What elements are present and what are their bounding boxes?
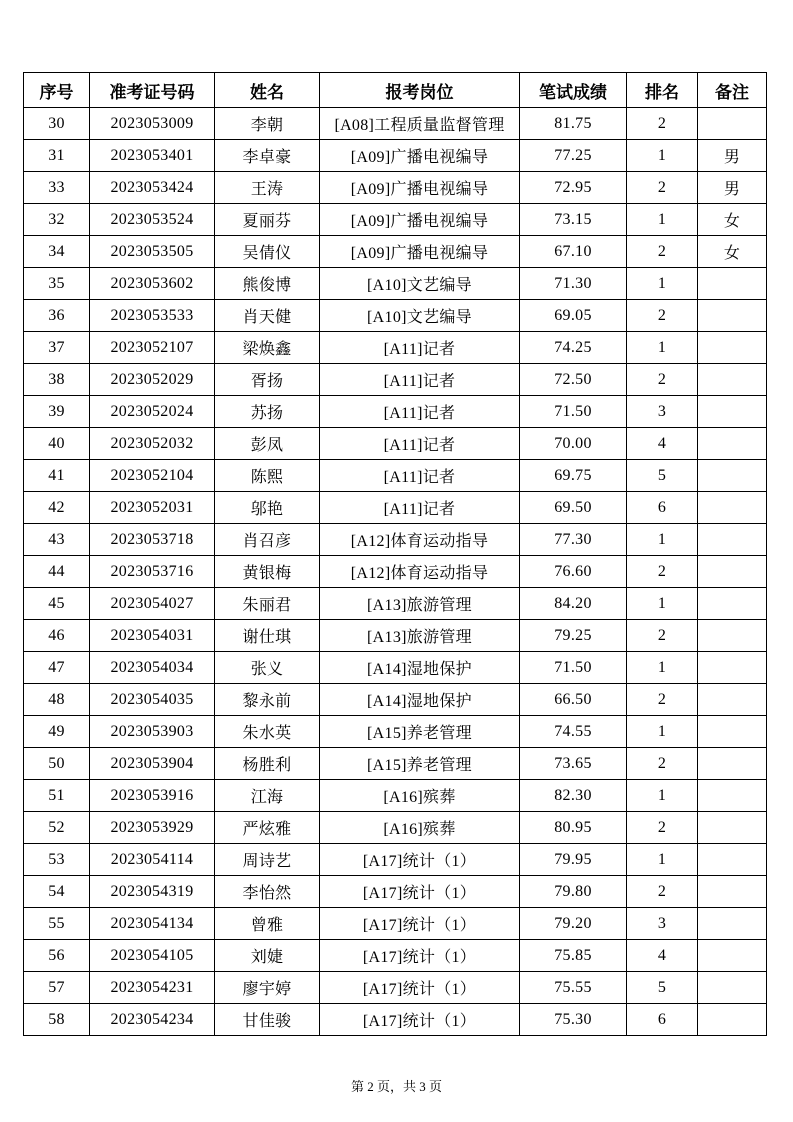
rank-cell: 2 xyxy=(627,748,698,780)
table-row xyxy=(24,588,767,620)
exam-id-cell: 2023053916 xyxy=(90,780,215,812)
exam-id-cell: 2023054035 xyxy=(90,684,215,716)
position-cell: [A14]湿地保护 xyxy=(320,652,520,684)
rank-cell: 2 xyxy=(627,812,698,844)
remark-cell xyxy=(698,812,767,844)
remark-cell xyxy=(698,748,767,780)
score-cell: 79.80 xyxy=(520,876,627,908)
position-cell: [A11]记者 xyxy=(320,332,520,364)
table-body xyxy=(24,108,767,1036)
table-row xyxy=(24,876,767,908)
name-cell: 吴倩仪 xyxy=(215,236,320,268)
seq-cell: 44 xyxy=(24,556,90,588)
rank-cell: 3 xyxy=(627,908,698,940)
rank-cell: 2 xyxy=(627,364,698,396)
name-cell: 苏扬 xyxy=(215,396,320,428)
table-row xyxy=(24,524,767,556)
rank-cell: 1 xyxy=(627,652,698,684)
rank-cell: 2 xyxy=(627,556,698,588)
exam-id-cell: 2023053524 xyxy=(90,204,215,236)
score-cell: 74.55 xyxy=(520,716,627,748)
name-cell: 曾雅 xyxy=(215,908,320,940)
position-cell: [A14]湿地保护 xyxy=(320,684,520,716)
seq-cell: 39 xyxy=(24,396,90,428)
rank-cell: 1 xyxy=(627,780,698,812)
seq-cell: 49 xyxy=(24,716,90,748)
remark-cell xyxy=(698,780,767,812)
name-cell: 杨胜利 xyxy=(215,748,320,780)
name-cell: 廖宇婷 xyxy=(215,972,320,1004)
score-cell: 71.50 xyxy=(520,396,627,428)
score-cell: 80.95 xyxy=(520,812,627,844)
position-cell: [A12]体育运动指导 xyxy=(320,556,520,588)
rank-cell: 1 xyxy=(627,844,698,876)
table-row xyxy=(24,780,767,812)
seq-cell: 41 xyxy=(24,460,90,492)
rank-cell: 2 xyxy=(627,876,698,908)
score-cell: 75.30 xyxy=(520,1004,627,1036)
name-cell: 夏丽芬 xyxy=(215,204,320,236)
table-row xyxy=(24,492,767,524)
rank-cell: 5 xyxy=(627,972,698,1004)
rank-cell: 1 xyxy=(627,588,698,620)
score-cell: 69.05 xyxy=(520,300,627,332)
seq-cell: 52 xyxy=(24,812,90,844)
exam-id-cell: 2023053929 xyxy=(90,812,215,844)
exam-id-cell: 2023053401 xyxy=(90,140,215,172)
seq-cell: 31 xyxy=(24,140,90,172)
remark-cell xyxy=(698,1004,767,1036)
position-cell: [A11]记者 xyxy=(320,396,520,428)
name-cell: 王涛 xyxy=(215,172,320,204)
position-cell: [A12]体育运动指导 xyxy=(320,524,520,556)
name-cell: 邬艳 xyxy=(215,492,320,524)
table-row xyxy=(24,300,767,332)
table-row xyxy=(24,140,767,172)
table-row xyxy=(24,716,767,748)
table-row xyxy=(24,684,767,716)
seq-cell: 36 xyxy=(24,300,90,332)
seq-cell: 34 xyxy=(24,236,90,268)
seq-cell: 55 xyxy=(24,908,90,940)
seq-cell: 33 xyxy=(24,172,90,204)
exam-id-cell: 2023052032 xyxy=(90,428,215,460)
position-header: 报考岗位 xyxy=(320,73,520,108)
remark-cell xyxy=(698,940,767,972)
table-row xyxy=(24,108,767,140)
table-row xyxy=(24,172,767,204)
rank-cell: 1 xyxy=(627,268,698,300)
seq-header: 序号 xyxy=(24,73,90,108)
seq-cell: 50 xyxy=(24,748,90,780)
score-cell: 82.30 xyxy=(520,780,627,812)
position-cell: [A09]广播电视编导 xyxy=(320,236,520,268)
name-cell: 李朝 xyxy=(215,108,320,140)
table-row xyxy=(24,972,767,1004)
remark-cell xyxy=(698,716,767,748)
name-cell: 黄银梅 xyxy=(215,556,320,588)
position-cell: [A09]广播电视编导 xyxy=(320,140,520,172)
table-row xyxy=(24,204,767,236)
position-cell: [A13]旅游管理 xyxy=(320,620,520,652)
remark-cell xyxy=(698,460,767,492)
exam-id-cell: 2023053533 xyxy=(90,300,215,332)
rank-cell: 1 xyxy=(627,204,698,236)
seq-cell: 38 xyxy=(24,364,90,396)
seq-cell: 46 xyxy=(24,620,90,652)
exam-id-cell: 2023054319 xyxy=(90,876,215,908)
position-cell: [A16]殡葬 xyxy=(320,812,520,844)
exam-id-cell: 2023054114 xyxy=(90,844,215,876)
score-cell: 79.20 xyxy=(520,908,627,940)
name-cell: 周诗艺 xyxy=(215,844,320,876)
seq-cell: 32 xyxy=(24,204,90,236)
score-cell: 69.75 xyxy=(520,460,627,492)
rank-cell: 6 xyxy=(627,492,698,524)
seq-cell: 43 xyxy=(24,524,90,556)
exam-id-cell: 2023053009 xyxy=(90,108,215,140)
table-row xyxy=(24,268,767,300)
remark-cell xyxy=(698,876,767,908)
table-row xyxy=(24,748,767,780)
name-cell: 谢仕琪 xyxy=(215,620,320,652)
position-cell: [A17]统计（1） xyxy=(320,876,520,908)
name-cell: 刘婕 xyxy=(215,940,320,972)
remark-cell xyxy=(698,428,767,460)
table-row xyxy=(24,844,767,876)
name-cell: 朱丽君 xyxy=(215,588,320,620)
table-row xyxy=(24,332,767,364)
rank-cell: 4 xyxy=(627,940,698,972)
exam-id-cell: 2023053718 xyxy=(90,524,215,556)
table-row xyxy=(24,428,767,460)
exam-id-cell: 2023054034 xyxy=(90,652,215,684)
position-cell: [A09]广播电视编导 xyxy=(320,172,520,204)
exam-id-cell: 2023053903 xyxy=(90,716,215,748)
score-cell: 79.25 xyxy=(520,620,627,652)
position-cell: [A17]统计（1） xyxy=(320,972,520,1004)
position-cell: [A10]文艺编导 xyxy=(320,268,520,300)
name-cell: 梁焕鑫 xyxy=(215,332,320,364)
rank-cell: 1 xyxy=(627,716,698,748)
exam-id-cell: 2023052024 xyxy=(90,396,215,428)
remark-cell xyxy=(698,972,767,1004)
table-row xyxy=(24,812,767,844)
score-cell: 72.95 xyxy=(520,172,627,204)
score-cell: 70.00 xyxy=(520,428,627,460)
table-row xyxy=(24,236,767,268)
name-cell: 黎永前 xyxy=(215,684,320,716)
score-cell: 81.75 xyxy=(520,108,627,140)
exam-id-cell: 2023053505 xyxy=(90,236,215,268)
remark-cell xyxy=(698,492,767,524)
name-cell: 甘佳骏 xyxy=(215,1004,320,1036)
table-row xyxy=(24,460,767,492)
remark-cell: 女 xyxy=(698,236,767,268)
exam-id-cell: 2023053602 xyxy=(90,268,215,300)
position-cell: [A13]旅游管理 xyxy=(320,588,520,620)
score-cell: 73.15 xyxy=(520,204,627,236)
score-cell: 66.50 xyxy=(520,684,627,716)
remark-cell xyxy=(698,588,767,620)
exam-id-cell: 2023054031 xyxy=(90,620,215,652)
score-cell: 75.55 xyxy=(520,972,627,1004)
table-row xyxy=(24,364,767,396)
name-cell: 李怡然 xyxy=(215,876,320,908)
table-row xyxy=(24,620,767,652)
name-cell: 朱水英 xyxy=(215,716,320,748)
score-cell: 75.85 xyxy=(520,940,627,972)
rank-cell: 2 xyxy=(627,300,698,332)
exam-id-cell: 2023054027 xyxy=(90,588,215,620)
table-row xyxy=(24,396,767,428)
remark-cell xyxy=(698,844,767,876)
name-cell: 肖召彦 xyxy=(215,524,320,556)
exam-id-cell: 2023054134 xyxy=(90,908,215,940)
seq-cell: 42 xyxy=(24,492,90,524)
seq-cell: 37 xyxy=(24,332,90,364)
score-table xyxy=(23,72,767,1036)
seq-cell: 57 xyxy=(24,972,90,1004)
table-row xyxy=(24,556,767,588)
position-cell: [A08]工程质量监督管理 xyxy=(320,108,520,140)
seq-cell: 35 xyxy=(24,268,90,300)
position-cell: [A17]统计（1） xyxy=(320,844,520,876)
name-cell: 李卓豪 xyxy=(215,140,320,172)
remark-cell xyxy=(698,652,767,684)
score-cell: 74.25 xyxy=(520,332,627,364)
position-cell: [A17]统计（1） xyxy=(320,940,520,972)
remark-cell xyxy=(698,268,767,300)
position-cell: [A16]殡葬 xyxy=(320,780,520,812)
page-footer: 第 2 页，共 3 页 xyxy=(350,1079,442,1094)
score-cell: 84.20 xyxy=(520,588,627,620)
exam-id-cell: 2023054105 xyxy=(90,940,215,972)
exam-id-cell: 2023053424 xyxy=(90,172,215,204)
name-cell: 彭凤 xyxy=(215,428,320,460)
seq-cell: 54 xyxy=(24,876,90,908)
score-cell: 77.25 xyxy=(520,140,627,172)
exam-id-cell: 2023054234 xyxy=(90,1004,215,1036)
exam-id-cell: 2023052031 xyxy=(90,492,215,524)
remark-header: 备注 xyxy=(698,73,767,108)
exam-id-cell: 2023052104 xyxy=(90,460,215,492)
rank-cell: 2 xyxy=(627,684,698,716)
seq-cell: 56 xyxy=(24,940,90,972)
name-cell: 胥扬 xyxy=(215,364,320,396)
score-cell: 77.30 xyxy=(520,524,627,556)
exam-id-cell: 2023053904 xyxy=(90,748,215,780)
seq-cell: 45 xyxy=(24,588,90,620)
remark-cell: 女 xyxy=(698,204,767,236)
rank-cell: 1 xyxy=(627,140,698,172)
table-row xyxy=(24,1004,767,1036)
seq-cell: 30 xyxy=(24,108,90,140)
remark-cell: 男 xyxy=(698,172,767,204)
seq-cell: 40 xyxy=(24,428,90,460)
remark-cell xyxy=(698,364,767,396)
rank-header: 排名 xyxy=(627,73,698,108)
exam-id-cell: 2023053716 xyxy=(90,556,215,588)
exam-id-cell: 2023052029 xyxy=(90,364,215,396)
remark-cell: 男 xyxy=(698,140,767,172)
remark-cell xyxy=(698,684,767,716)
position-cell: [A11]记者 xyxy=(320,492,520,524)
seq-cell: 47 xyxy=(24,652,90,684)
exam-id-cell: 2023052107 xyxy=(90,332,215,364)
table-row xyxy=(24,940,767,972)
score-cell: 71.30 xyxy=(520,268,627,300)
seq-cell: 53 xyxy=(24,844,90,876)
name-cell: 陈熙 xyxy=(215,460,320,492)
score-header: 笔试成绩 xyxy=(520,73,627,108)
score-cell: 73.65 xyxy=(520,748,627,780)
remark-cell xyxy=(698,524,767,556)
score-cell: 69.50 xyxy=(520,492,627,524)
exam-id-header: 准考证号码 xyxy=(90,73,215,108)
remark-cell xyxy=(698,620,767,652)
seq-cell: 51 xyxy=(24,780,90,812)
position-cell: [A11]记者 xyxy=(320,364,520,396)
position-cell: [A17]统计（1） xyxy=(320,1004,520,1036)
rank-cell: 6 xyxy=(627,1004,698,1036)
exam-id-cell: 2023054231 xyxy=(90,972,215,1004)
position-cell: [A11]记者 xyxy=(320,460,520,492)
position-cell: [A15]养老管理 xyxy=(320,748,520,780)
name-cell: 江海 xyxy=(215,780,320,812)
name-cell: 严炫雅 xyxy=(215,812,320,844)
table-header-row xyxy=(24,73,767,108)
table-row xyxy=(24,652,767,684)
score-cell: 71.50 xyxy=(520,652,627,684)
remark-cell xyxy=(698,108,767,140)
rank-cell: 5 xyxy=(627,460,698,492)
name-cell: 熊俊博 xyxy=(215,268,320,300)
seq-cell: 58 xyxy=(24,1004,90,1036)
rank-cell: 2 xyxy=(627,108,698,140)
score-cell: 67.10 xyxy=(520,236,627,268)
remark-cell xyxy=(698,300,767,332)
name-header: 姓名 xyxy=(215,73,320,108)
remark-cell xyxy=(698,908,767,940)
rank-cell: 2 xyxy=(627,172,698,204)
score-cell: 79.95 xyxy=(520,844,627,876)
score-cell: 76.60 xyxy=(520,556,627,588)
position-cell: [A10]文艺编导 xyxy=(320,300,520,332)
score-cell: 72.50 xyxy=(520,364,627,396)
rank-cell: 2 xyxy=(627,620,698,652)
table-row xyxy=(24,908,767,940)
remark-cell xyxy=(698,396,767,428)
position-cell: [A17]统计（1） xyxy=(320,908,520,940)
remark-cell xyxy=(698,332,767,364)
name-cell: 张义 xyxy=(215,652,320,684)
position-cell: [A09]广播电视编导 xyxy=(320,204,520,236)
seq-cell: 48 xyxy=(24,684,90,716)
rank-cell: 1 xyxy=(627,524,698,556)
remark-cell xyxy=(698,556,767,588)
rank-cell: 2 xyxy=(627,236,698,268)
rank-cell: 4 xyxy=(627,428,698,460)
position-cell: [A11]记者 xyxy=(320,428,520,460)
rank-cell: 1 xyxy=(627,332,698,364)
name-cell: 肖天健 xyxy=(215,300,320,332)
position-cell: [A15]养老管理 xyxy=(320,716,520,748)
rank-cell: 3 xyxy=(627,396,698,428)
